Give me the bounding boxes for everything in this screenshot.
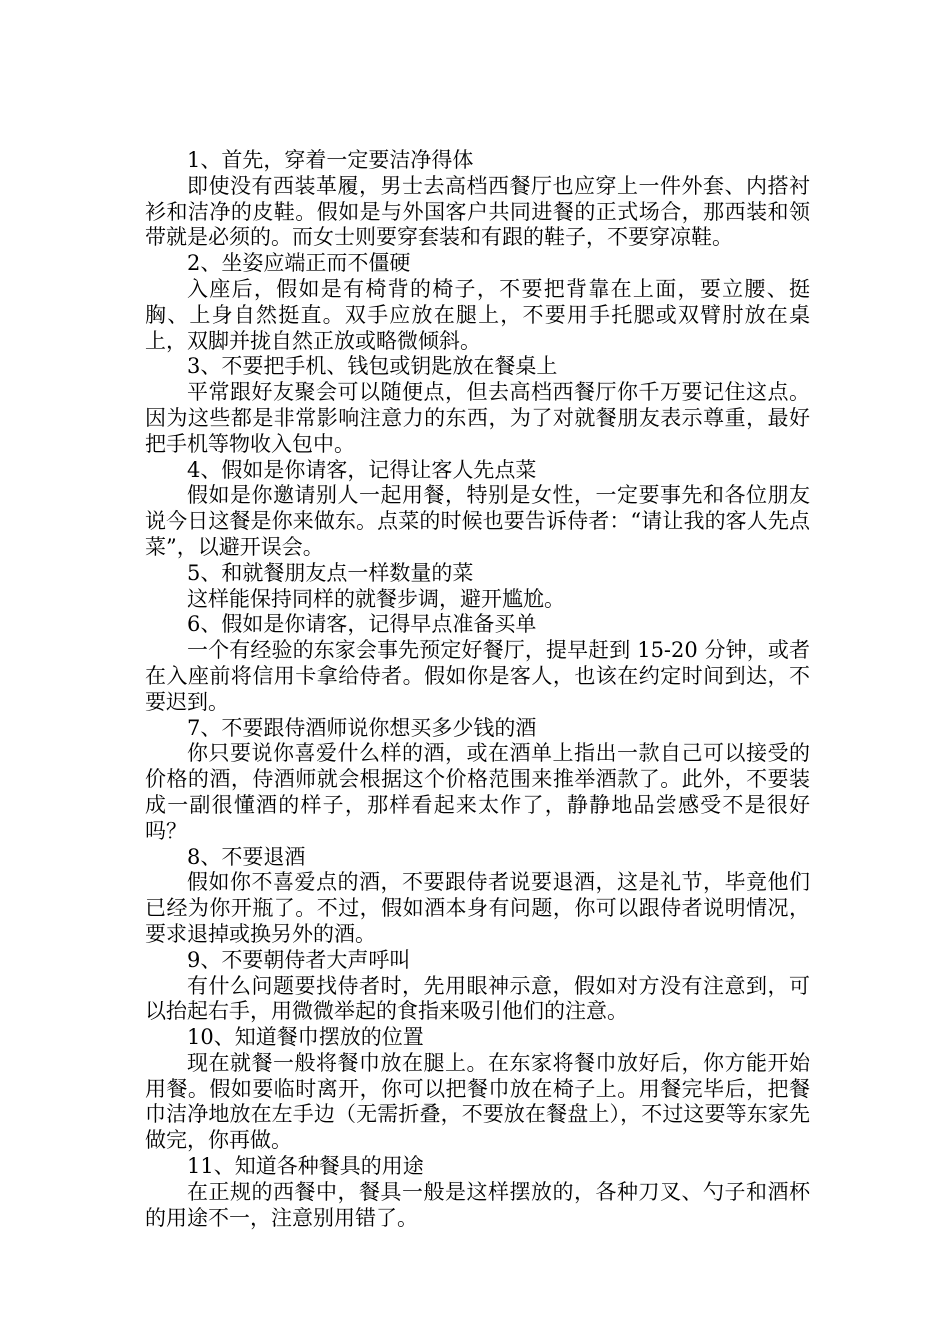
body-paragraph-6: 一个有经验的东家会事先预定好餐厅，提早赶到 15-20 分钟，或者在入座前将信用卡拿给侍者。假如你是客人，也该在约定时间到达，不要迟到。 bbox=[145, 638, 810, 714]
section-heading-3: 3、不要把手机、钱包或钥匙放在餐桌上 bbox=[187, 354, 558, 379]
section-heading-10: 10、知道餐巾摆放的位置 bbox=[187, 1025, 424, 1050]
section-heading-2: 2、坐姿应端正而不僵硬 bbox=[187, 251, 411, 276]
section-heading-9: 9、不要朝侍者大声呼叫 bbox=[187, 947, 411, 972]
section-heading-4: 4、假如是你请客，记得让客人先点菜 bbox=[187, 457, 537, 482]
body-paragraph-7: 你只要说你喜爱什么样的酒，或在酒单上指出一款自己可以接受的价格的酒，侍酒师就会根据这个价格范围来推举酒款了。此外，不要装成一副很懂酒的样子，那样看起来太作了，静静地品尝感受不是很好吗？ bbox=[145, 741, 810, 843]
document-body bbox=[145, 148, 810, 1231]
section-heading-11: 11、知道各种餐具的用途 bbox=[187, 1154, 424, 1179]
section-heading-1: 1、首先，穿着一定要洁净得体 bbox=[187, 148, 474, 172]
body-paragraph-9: 有什么问题要找侍者时，先用眼神示意，假如对方没有注意到，可以抬起右手，用微微举起的食指来吸引他们的注意。 bbox=[145, 973, 810, 1024]
body-paragraph-1: 即使没有西装革履，男士去高档西餐厅也应穿上一件外套、内搭衬衫和洁净的皮鞋。假如是与外国客户共同进餐的正式场合，那西装和领带就是必须的。而女士则要穿套装和有跟的鞋子，不要穿凉鞋。 bbox=[145, 173, 810, 250]
body-paragraph-2: 入座后，假如是有椅背的椅子，不要把背靠在上面，要立腰、挺胸、上身自然挺直。双手应放在腿上，不要用手托腮或双臂肘放在桌上，双脚并拢自然正放或略微倾斜。 bbox=[145, 276, 810, 353]
body-paragraph-11: 在正规的西餐中，餐具一般是这样摆放的，各种刀叉、勺子和酒杯的用途不一，注意别用错了。 bbox=[145, 1179, 810, 1230]
section-heading-6: 6、假如是你请客，记得早点准备买单 bbox=[187, 612, 537, 637]
body-paragraph-4: 假如是你邀请别人一起用餐，特别是女性，一定要事先和各位朋友说今日这餐是你来做东。点菜的时候也要告诉侍者：“请让我的客人先点菜”，以避开误会。 bbox=[145, 483, 810, 559]
section-heading-7: 7、不要跟侍酒师说你想买多少钱的酒 bbox=[187, 715, 537, 740]
body-paragraph-10: 现在就餐一般将餐巾放在腿上。在东家将餐巾放好后，你方能开始用餐。假如要临时离开，你可以把餐巾放在椅子上。用餐完毕后，把餐巾洁净地放在左手边（无需折叠，不要放在餐盘上），不过这要等东家先做完，你再做。 bbox=[145, 1050, 810, 1153]
body-paragraph-3: 平常跟好友聚会可以随便点，但去高档西餐厅你千万要记住这点。因为这些都是非常影响注意力的东西，为了对就餐朋友表示尊重，最好把手机等物收入包中。 bbox=[145, 380, 810, 456]
section-heading-5: 5、和就餐朋友点一样数量的菜 bbox=[187, 560, 474, 585]
section-heading-8: 8、不要退酒 bbox=[187, 844, 306, 869]
body-paragraph-8: 假如你不喜爱点的酒，不要跟侍者说要退酒，这是礼节，毕竟他们已经为你开瓶了。不过，假如酒本身有问题，你可以跟侍者说明情况，要求退掉或换另外的酒。 bbox=[145, 870, 810, 946]
body-paragraph-5: 这样能保持同样的就餐步调，避开尴尬。 bbox=[187, 586, 565, 611]
